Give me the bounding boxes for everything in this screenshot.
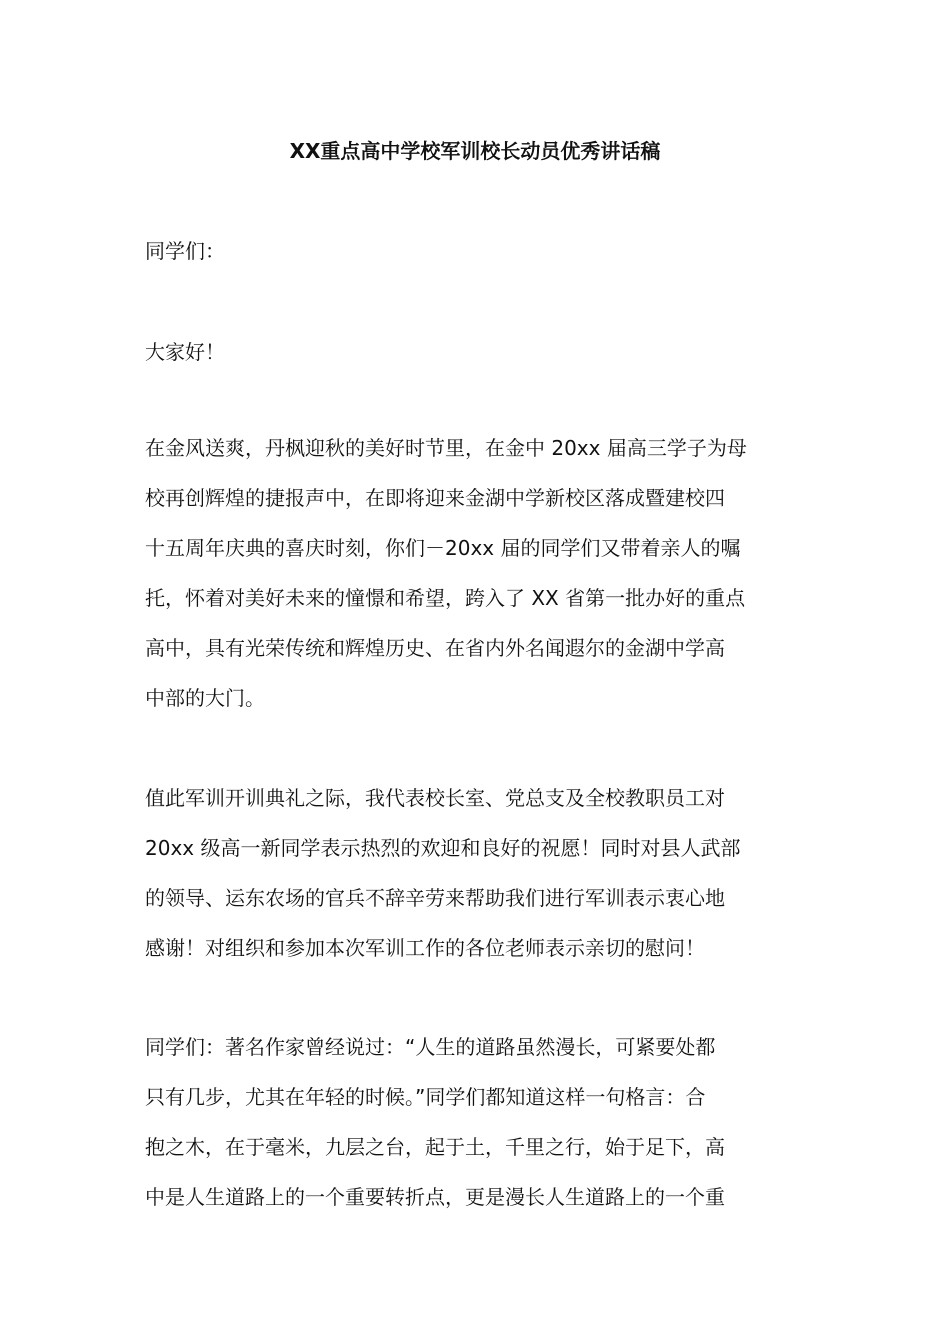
paragraph-line: 抱之木，在于毫米，九层之台，起于土，千里之行，始于足下，高 (145, 1135, 725, 1159)
paragraph-line: 中是人生道路上的一个重要转折点，更是漫长人生道路上的一个重 (145, 1185, 725, 1209)
paragraph-line: 20xx 级高一新同学表示热烈的欢迎和良好的祝愿！同时对县人武部 (145, 836, 741, 860)
paragraph-line: 在金风送爽，丹枫迎秋的美好时节里，在金中 20xx 届高三学子为母 (145, 436, 747, 460)
paragraph-1 (145, 433, 747, 713)
document-title: XX重点高中学校军训校长动员优秀讲话稿 (289, 139, 661, 163)
paragraph-line: 高中，具有光荣传统和辉煌历史、在省内外名闻遐尔的金湖中学高 (145, 636, 725, 660)
greeting: 同学们： (145, 239, 225, 263)
paragraph-line: 值此军训开训典礼之际，我代表校长室、党总支及全校教职员工对 (145, 786, 725, 810)
paragraph-line: 托，怀着对美好未来的憧憬和希望，跨入了 XX 省第一批办好的重点 (145, 586, 746, 610)
paragraph-3 (145, 1032, 725, 1212)
paragraph-line: 校再创辉煌的捷报声中，在即将迎来金湖中学新校区落成暨建校四 (145, 486, 725, 510)
paragraph-line: 只有几步，尤其在年轻的时候。”同学们都知道这样一句格言：合 (145, 1085, 706, 1109)
paragraph-2 (145, 783, 740, 963)
paragraph-line: 十五周年庆典的喜庆时刻，你们－20xx 届的同学们又带着亲人的嘱 (145, 536, 741, 560)
paragraph-line: 感谢！对组织和参加本次军训工作的各位老师表示亲切的慰问！ (145, 936, 705, 960)
salutation: 大家好！ (145, 340, 225, 364)
paragraph-line: 同学们：著名作家曾经说过：“人生的道路虽然漫长，可紧要处都 (145, 1035, 716, 1059)
paragraph-line: 中部的大门。 (145, 686, 265, 710)
paragraph-line: 的领导、运东农场的官兵不辞辛劳来帮助我们进行军训表示衷心地 (145, 886, 725, 910)
